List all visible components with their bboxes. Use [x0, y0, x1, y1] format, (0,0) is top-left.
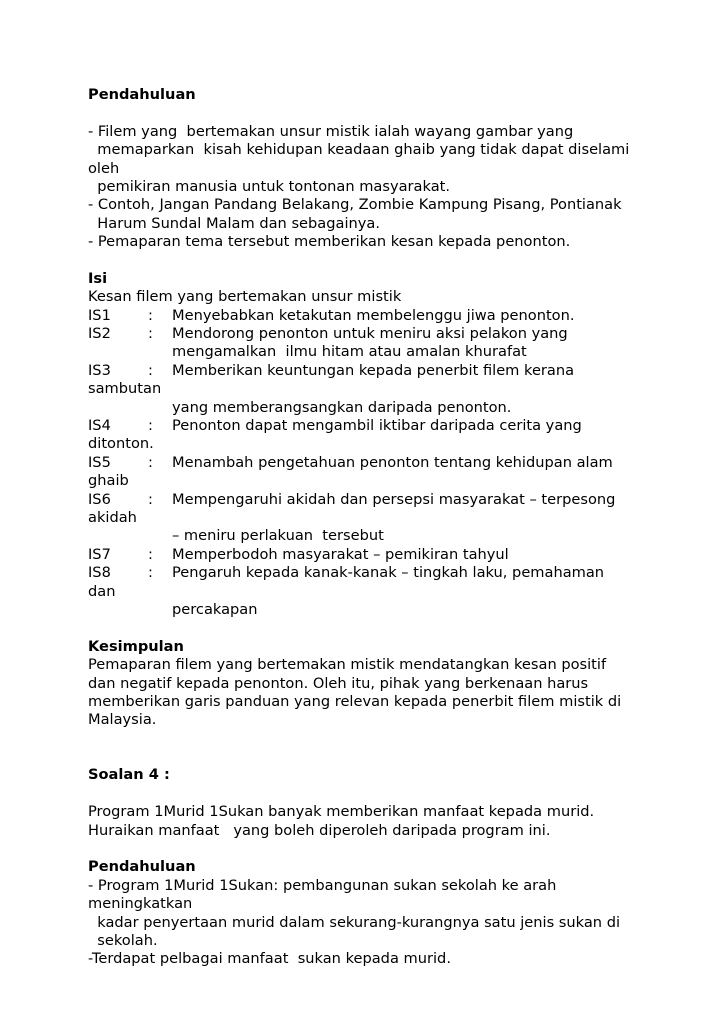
section1-line: - Pemaparan tema tersebut memberikan kesan kepada penonton.: [88, 233, 571, 251]
section2-line: -Terdapat pelbagai manfaat sukan kepada murid.: [88, 950, 451, 968]
isi-item-continuation: – meniru perlakuan tersebut: [172, 527, 384, 545]
section2-line: kadar penyertaan murid dalam sekurang-kurangnya satu jenis sukan di: [88, 913, 621, 931]
section2-line: meningkatkan: [88, 895, 193, 913]
isi-item-text: Memperbodoh masyarakat – pemikiran tahyul: [172, 545, 509, 563]
isi-item-colon: :: [148, 361, 153, 379]
section1-heading: Pendahuluan: [88, 86, 196, 103]
isi-item-code: IS4: [88, 417, 111, 435]
soalan-heading: Soalan 4 :: [88, 766, 170, 784]
isi-item-continuation: mengamalkan ilmu hitam atau amalan khurafat: [172, 343, 527, 361]
kesimpulan-line: Malaysia.: [88, 711, 157, 729]
isi-item: [88, 362, 708, 380]
isi-item-colon: :: [148, 417, 153, 435]
section2-line: - Program 1Murid 1Sukan: pembangunan sukan sekolah ke arah: [88, 876, 557, 894]
isi-item-code: IS8: [88, 564, 111, 582]
isi-item-text: Menyebabkan ketakutan membelenggu jiwa penonton.: [172, 306, 575, 324]
isi-item-wrap: ditonton.: [88, 435, 154, 453]
isi-item-wrap: sambutan: [88, 380, 162, 398]
isi-item-code: IS7: [88, 545, 111, 563]
section1-line: oleh: [88, 159, 120, 177]
isi-heading: Isi: [88, 269, 108, 287]
isi-item-code: IS6: [88, 490, 111, 508]
isi-item-text: Memberikan keuntungan kepada penerbit filem kerana: [172, 361, 575, 379]
isi-item-colon: :: [148, 490, 153, 508]
document-page: [88, 86, 708, 969]
isi-item-text: Mempengaruhi akidah dan persepsi masyarakat – terpesong: [172, 490, 616, 508]
isi-item-text: Mendorong penonton untuk meniru aksi pelakon yang: [172, 325, 568, 343]
isi-item-colon: :: [148, 564, 153, 582]
isi-item-wrap: dan: [88, 582, 116, 600]
isi-item-colon: :: [148, 453, 153, 471]
section1-line: - Contoh, Jangan Pandang Belakang, Zombie Kampung Pisang, Pontianak: [88, 196, 622, 214]
isi-item-continuation: percakapan: [172, 600, 258, 618]
isi-intro: Kesan filem yang bertemakan unsur mistik: [88, 288, 402, 306]
isi-item-colon: :: [148, 306, 153, 324]
isi-item-wrap: ghaib: [88, 472, 129, 490]
soalan-line: Program 1Murid 1Sukan banyak memberikan manfaat kepada murid.: [88, 803, 595, 821]
section1-line: memaparkan kisah kehidupan keadaan ghaib yang tidak dapat diselami: [88, 141, 630, 159]
kesimpulan-heading: Kesimpulan: [88, 637, 184, 655]
isi-item-text: Menambah pengetahuan penonton tentang kehidupan alam: [172, 453, 613, 471]
isi-item-continuation: yang memberangsangkan daripada penonton.: [172, 398, 512, 416]
isi-item: [88, 454, 708, 472]
isi-item-colon: :: [148, 545, 153, 563]
isi-item: [88, 307, 708, 325]
isi-item-text: Penonton dapat mengambil iktibar daripada cerita yang: [172, 417, 582, 435]
section2-heading: Pendahuluan: [88, 858, 196, 876]
kesimpulan-line: memberikan garis panduan yang relevan kepada penerbit filem mistik di: [88, 692, 622, 710]
kesimpulan-line: dan negatif kepada penonton. Oleh itu, pihak yang berkenaan harus: [88, 674, 589, 692]
section1-line: - Filem yang bertemakan unsur mistik ialah wayang gambar yang: [88, 122, 574, 140]
section1-line: pemikiran manusia untuk tontonan masyarakat.: [88, 177, 451, 195]
kesimpulan-line: Pemaparan filem yang bertemakan mistik mendatangkan kesan positif: [88, 656, 607, 674]
isi-item-wrap: akidah: [88, 508, 137, 526]
isi-item-code: IS3: [88, 361, 111, 379]
section2-line: sekolah.: [88, 931, 158, 949]
isi-item: [88, 325, 708, 343]
isi-item: [88, 546, 708, 564]
soalan-line: Huraikan manfaat yang boleh diperoleh daripada program ini.: [88, 821, 551, 839]
isi-item-code: IS1: [88, 306, 111, 324]
isi-item-text: Pengaruh kepada kanak-kanak – tingkah laku, pemahaman: [172, 564, 605, 582]
isi-item-code: IS2: [88, 325, 111, 343]
isi-item-code: IS5: [88, 453, 111, 471]
isi-item: [88, 491, 708, 509]
isi-item: [88, 564, 708, 582]
isi-item: [88, 417, 708, 435]
section1-line: Harum Sundal Malam dan sebagainya.: [88, 214, 380, 232]
isi-item-colon: :: [148, 325, 153, 343]
